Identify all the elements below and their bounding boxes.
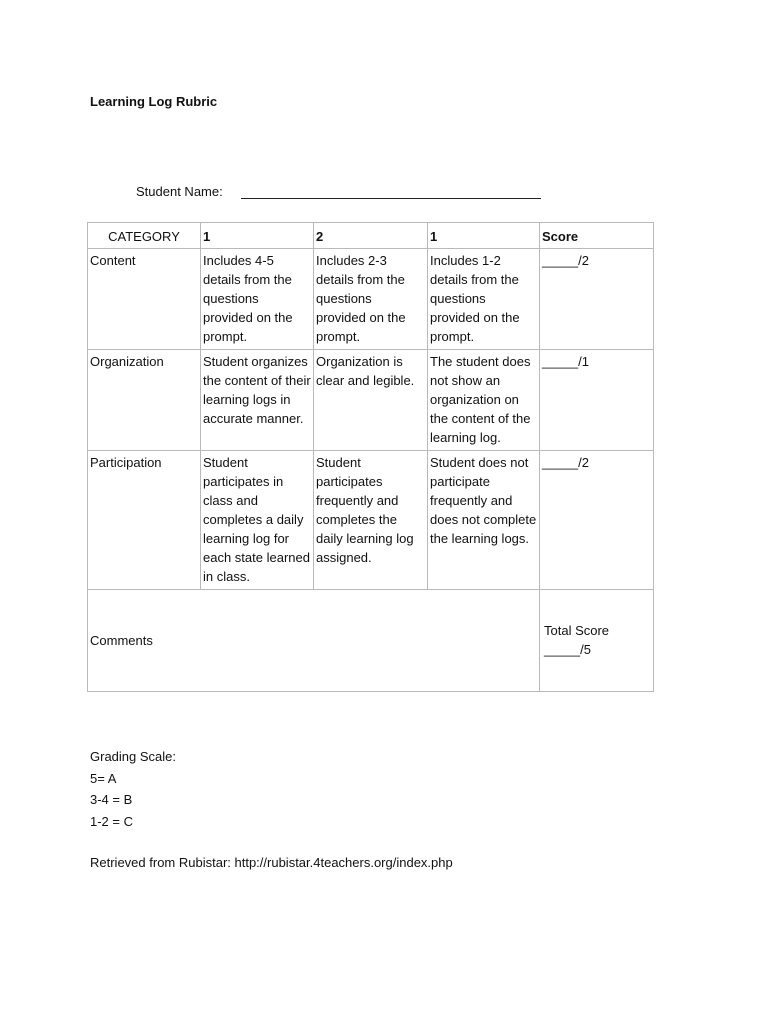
table-row [88,350,654,451]
header-score: Score [540,223,654,249]
table-row [88,249,654,350]
table-cell: Student participates frequently and completes the daily learning log assigned. [314,451,428,590]
comments-row [88,590,654,692]
table-cell: The student does not show an organization on the content of the learning log. [428,350,540,451]
table-header-row [88,223,654,249]
total-score-label: Total Score [544,623,610,638]
header-level: 1 [201,223,314,249]
table-row [88,451,654,590]
grading-scale-item: 5= A [90,770,117,786]
score-cell: _____/2 [540,451,654,590]
table-cell: Student participates in class and completes a daily learning log for each state learned in class. [201,451,314,590]
header-category: CATEGORY [88,223,201,249]
student-name-row [136,182,541,199]
row-category: Participation [88,451,201,590]
header-level: 2 [314,223,428,249]
page-title: Learning Log Rubric [90,94,218,109]
row-category: Organization [88,350,201,451]
table-cell: Student does not participate frequently and does not complete the learning logs. [428,451,540,590]
source-citation: Retrieved from Rubistar: http://rubistar.4teachers.org/index.php [90,855,453,870]
total-score-cell [540,590,654,692]
table-cell: Includes 4-5 details from the questions provided on the prompt. [201,249,314,350]
total-score-value: _____/5 [544,642,591,657]
header-level: 1 [428,223,540,249]
grading-scale-item: 3-4 = B [90,792,133,807]
score-cell: _____/1 [540,350,654,451]
grading-scale-heading: Grading Scale: [90,749,176,764]
table-cell: Includes 2-3 details from the questions provided on the prompt. [314,249,428,350]
score-cell: _____/2 [540,249,654,350]
rubric-table [87,222,654,692]
student-name-label: Student Name: [136,184,223,199]
table-cell: Student organizes the content of their learning logs in accurate manner. [201,350,314,451]
student-name-blank [241,182,541,199]
grading-scale-item: 1-2 = C [90,813,133,829]
table-cell: Includes 1-2 details from the questions provided on the prompt. [428,249,540,350]
grading-scale [90,746,176,832]
comments-label: Comments [88,590,540,692]
row-category: Content [88,249,201,350]
table-cell: Organization is clear and legible. [314,350,428,451]
